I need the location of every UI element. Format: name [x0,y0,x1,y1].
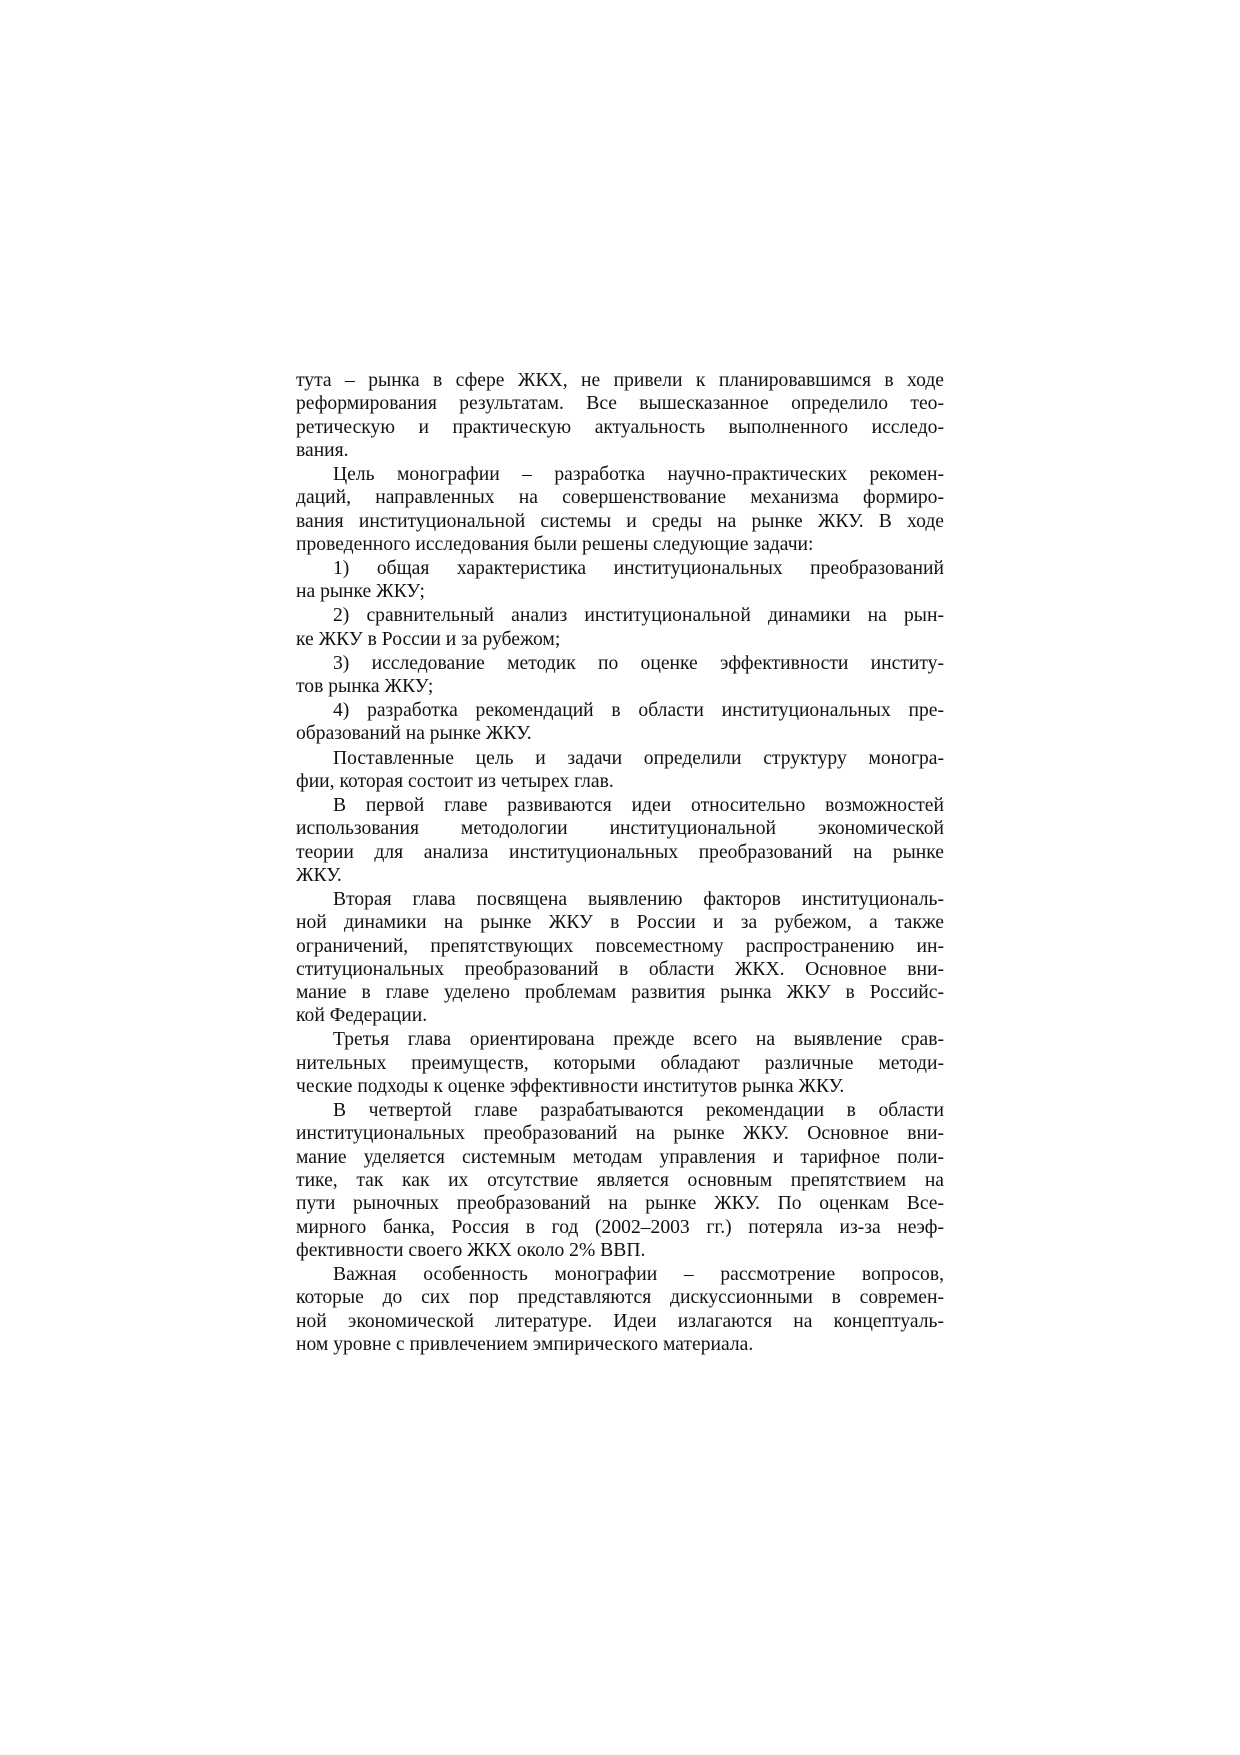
text-line: использования методологии институциональной экономической [296,818,944,840]
text-line: даций, направленных на совершенствование механизма формиро- [296,487,944,509]
text-line: кой Федерации. [296,1005,428,1027]
text-line: ограничений, препятствующих повсеместному распространению ин- [296,935,944,957]
text-line: мание уделяется системным методам управления и тарифное поли- [296,1146,944,1168]
text-line: Вторая глава посвящена выявлению факторов институциональ- [333,888,944,910]
text-line: тов рынка ЖКУ; [296,676,434,698]
text-line: пути рыночных преобразований на рынке ЖКУ. По оценкам Все- [296,1193,944,1215]
paragraph [296,699,944,746]
text-line: которые до сих пор представляются дискуссионными в современ- [296,1287,944,1309]
text-line: ном уровне с привлечением эмпирического материала. [296,1333,754,1355]
paragraph [296,604,944,651]
text-line: ретическую и практическую актуальность выполненного исследо- [296,416,944,438]
text-line: Важная особенность монографии – рассмотрение вопросов, [333,1264,944,1286]
paragraph [296,1263,944,1356]
text-line: фективности своего ЖКХ около 2% ВВП. [296,1239,646,1261]
paragraph [296,463,944,556]
text-line: Цель монографии – разработка научно-практических рекомен- [333,463,944,485]
text-line: фии, которая состоит из четырех глав. [296,770,614,792]
text-line: Поставленные цель и задачи определили структуру моногра- [333,747,944,769]
text-line: Третья глава ориентирована прежде всего на выявление срав- [333,1029,944,1051]
text-line: В первой главе развиваются идеи относительно возможностей [333,794,944,816]
text-line: тике, так как их отсутствие является основным препятствием на [296,1170,944,1192]
text-line: ституциональных преобразований в области ЖКХ. Основное вни- [296,958,944,980]
text-line: ке ЖКУ в России и за рубежом; [296,628,561,650]
text-line: проведенного исследования были решены следующие задачи: [296,533,814,555]
text-line: реформирования результатам. Все вышесказанное определило тео- [296,393,944,415]
paragraph [296,1028,944,1098]
text-line: ной экономической литературе. Идеи излагаются на концептуаль- [296,1310,944,1332]
paragraph [296,557,944,604]
text-line: ЖКУ. [296,864,342,886]
paragraph [296,652,944,699]
paragraph [296,1099,944,1262]
text-line: В четвертой главе разрабатываются рекомендации в области [333,1100,944,1122]
page-text-block [296,369,944,1357]
text-line: нительных преимуществ, которыми обладают различные методи- [296,1052,944,1074]
text-line: ческие подходы к оценке эффективности институтов рынка ЖКУ. [296,1076,845,1098]
text-line: 1) общая характеристика институциональных преобразований [333,557,944,579]
text-line: 2) сравнительный анализ институциональной динамики на рын- [333,605,944,627]
text-line: образований на рынке ЖКУ. [296,723,532,745]
text-line: теории для анализа институциональных преобразований на рынке [296,841,944,863]
text-line: вания институциональной системы и среды на рынке ЖКУ. В ходе [296,510,944,532]
text-line: на рынке ЖКУ; [296,581,425,603]
paragraph [296,369,944,462]
text-line: ной динамики на рынке ЖКУ в России и за рубежом, а также [296,912,944,934]
paragraph [296,794,944,887]
paragraph [296,888,944,1028]
text-line: мание в главе уделено проблемам развития рынка ЖКУ в Российс- [296,982,944,1004]
text-line: институциональных преобразований на рынке ЖКУ. Основное вни- [296,1123,944,1145]
text-line: 4) разработка рекомендаций в области институциональных пре- [333,700,944,722]
text-line: вания. [296,439,349,461]
text-line: 3) исследование методик по оценке эффективности институ- [333,652,944,674]
paragraph [296,747,944,794]
text-line: мирного банка, Россия в год (2002–2003 гг.) потеряла из-за неэф- [296,1216,944,1238]
text-line: тута – рынка в сфере ЖКХ, не привели к планировавшимся в ходе [296,370,944,391]
